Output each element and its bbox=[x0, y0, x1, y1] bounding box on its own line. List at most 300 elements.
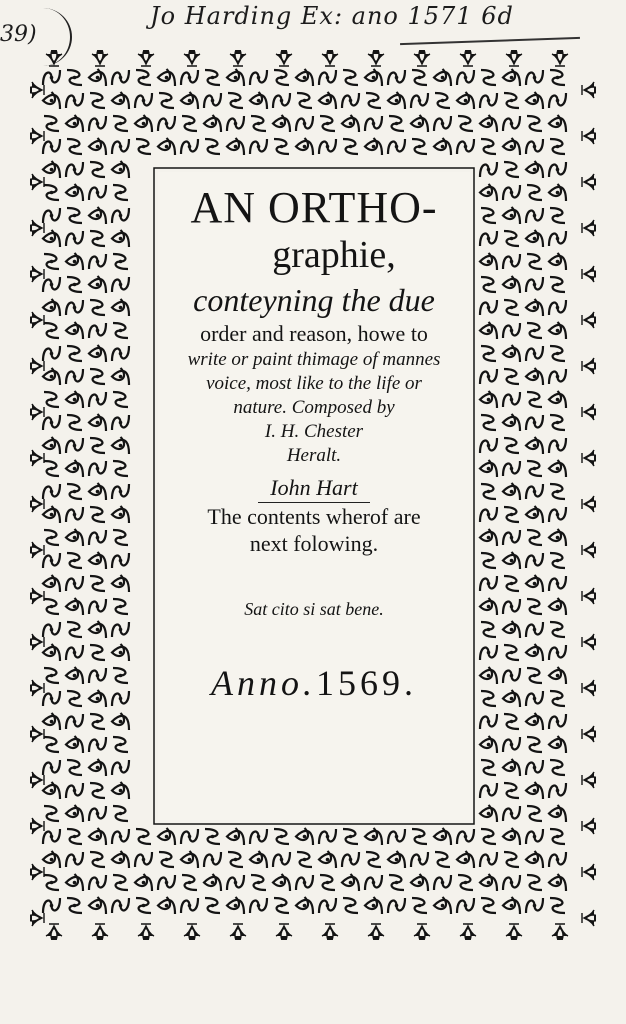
fleur-ornament bbox=[582, 82, 596, 98]
border-ornament bbox=[44, 806, 59, 821]
border-ornament bbox=[274, 70, 289, 85]
border-ornament bbox=[526, 782, 543, 799]
border-ornament bbox=[159, 93, 174, 108]
border-ornament bbox=[112, 161, 129, 178]
border-ornament bbox=[481, 553, 496, 568]
border-ornament bbox=[480, 300, 497, 315]
border-ornament bbox=[89, 828, 106, 845]
border-ornament bbox=[503, 875, 520, 890]
border-ornament bbox=[296, 138, 313, 155]
fleur-ornament bbox=[30, 266, 44, 282]
border-ornament bbox=[250, 851, 267, 868]
border-ornament bbox=[43, 782, 60, 799]
border-ornament bbox=[90, 93, 105, 108]
fleur-ornament bbox=[582, 772, 596, 788]
border-ornament bbox=[113, 875, 128, 890]
border-ornament bbox=[43, 208, 60, 223]
border-ornament bbox=[89, 392, 106, 407]
border-ornament bbox=[526, 575, 543, 592]
border-ornament bbox=[504, 231, 519, 246]
border-ornament bbox=[480, 529, 497, 546]
border-ornament bbox=[503, 207, 520, 224]
border-ornament bbox=[526, 484, 543, 499]
fleur-ornament bbox=[30, 542, 44, 558]
border-ornament bbox=[250, 829, 267, 844]
border-ornament bbox=[113, 254, 128, 269]
border-ornament bbox=[227, 69, 244, 86]
border-ornament bbox=[549, 438, 566, 453]
border-ornament bbox=[112, 782, 129, 799]
border-ornament bbox=[503, 621, 520, 638]
border-ornament bbox=[366, 852, 381, 867]
border-ornament bbox=[66, 93, 83, 108]
fleur-ornament bbox=[460, 924, 476, 940]
fleur-ornament bbox=[184, 924, 200, 940]
border-ornament bbox=[526, 415, 543, 430]
border-ornament bbox=[66, 507, 83, 522]
handwritten-page-number: 39) bbox=[0, 22, 37, 47]
border-ornament bbox=[526, 346, 543, 361]
title-line-1: AN ORTHO- bbox=[190, 183, 438, 232]
border-ornament bbox=[297, 93, 312, 108]
border-ornament bbox=[89, 530, 106, 545]
fleur-ornament bbox=[30, 312, 44, 328]
border-ornament bbox=[44, 875, 59, 890]
border-ornament bbox=[480, 736, 497, 753]
border-ornament bbox=[549, 667, 566, 684]
fleur-ornament bbox=[582, 450, 596, 466]
subtitle-line-1: conteyning the due bbox=[193, 282, 435, 318]
border-ornament bbox=[434, 116, 451, 131]
fleur-ornament bbox=[582, 910, 596, 926]
border-ornament bbox=[66, 667, 83, 684]
border-ornament bbox=[205, 139, 220, 154]
border-ornament bbox=[43, 851, 60, 868]
border-ornament bbox=[480, 322, 497, 339]
border-ornament bbox=[365, 69, 382, 86]
border-ornament bbox=[112, 277, 129, 292]
border-ornament bbox=[136, 139, 151, 154]
border-ornament bbox=[503, 414, 520, 431]
border-ornament bbox=[527, 323, 542, 338]
border-ornament bbox=[66, 162, 83, 177]
border-ornament bbox=[342, 852, 359, 867]
border-ornament bbox=[273, 852, 290, 867]
border-ornament bbox=[481, 139, 496, 154]
border-ornament bbox=[504, 162, 519, 177]
fleur-ornament bbox=[582, 266, 596, 282]
border-ornament bbox=[135, 115, 152, 132]
border-ornament bbox=[250, 139, 267, 154]
border-ornament bbox=[504, 714, 519, 729]
border-ornament bbox=[503, 668, 520, 683]
border-ornament bbox=[526, 70, 543, 85]
border-ornament bbox=[412, 829, 427, 844]
border-ornament bbox=[89, 254, 106, 269]
border-ornament bbox=[527, 530, 542, 545]
border-ornament bbox=[90, 369, 105, 384]
border-ornament bbox=[181, 851, 198, 868]
border-ornament bbox=[549, 115, 566, 132]
fleur-ornament bbox=[276, 924, 292, 940]
border-ornament bbox=[527, 599, 542, 614]
fleur-ornament bbox=[582, 818, 596, 834]
border-ornament bbox=[112, 851, 129, 868]
border-ornament bbox=[457, 829, 474, 844]
border-ornament bbox=[158, 897, 175, 914]
border-ornament bbox=[205, 898, 220, 913]
border-ornament bbox=[480, 576, 497, 591]
border-ornament bbox=[503, 392, 520, 407]
border-ornament bbox=[43, 506, 60, 523]
border-ornament bbox=[296, 875, 313, 890]
border-ornament bbox=[89, 483, 106, 500]
border-ornament bbox=[89, 138, 106, 155]
border-ornament bbox=[480, 184, 497, 201]
border-ornament bbox=[503, 116, 520, 131]
fleur-ornament bbox=[30, 680, 44, 696]
border-ornament bbox=[549, 783, 566, 798]
border-ornament bbox=[112, 713, 129, 730]
border-ornament bbox=[112, 691, 129, 706]
border-ornament bbox=[204, 93, 221, 108]
border-ornament bbox=[480, 805, 497, 822]
border-ornament bbox=[504, 645, 519, 660]
border-ornament bbox=[273, 93, 290, 108]
fleur-ornament bbox=[582, 864, 596, 880]
border-ornament bbox=[112, 208, 129, 223]
border-ornament bbox=[67, 553, 82, 568]
border-ornament bbox=[481, 277, 496, 292]
border-ornament bbox=[112, 368, 129, 385]
border-ornament bbox=[227, 875, 244, 890]
fleur-ornament bbox=[30, 864, 44, 880]
border-ornament bbox=[343, 829, 358, 844]
border-ornament bbox=[503, 69, 520, 86]
border-ornament bbox=[549, 391, 566, 408]
fleur-ornament bbox=[276, 50, 292, 66]
border-ornament bbox=[135, 874, 152, 891]
border-ornament bbox=[90, 714, 105, 729]
border-ornament bbox=[89, 621, 106, 638]
border-ornament bbox=[549, 369, 566, 384]
border-ornament bbox=[503, 138, 520, 155]
border-ornament bbox=[526, 553, 543, 568]
border-ornament bbox=[66, 736, 83, 753]
border-ornament bbox=[89, 875, 106, 890]
fleur-ornament bbox=[30, 634, 44, 650]
border-ornament bbox=[182, 116, 197, 131]
border-ornament bbox=[503, 345, 520, 362]
fleur-ornament bbox=[582, 220, 596, 236]
fleur-ornament bbox=[368, 50, 384, 66]
border-ornament bbox=[43, 277, 60, 292]
border-ornament bbox=[389, 116, 404, 131]
fleur-ornament bbox=[30, 404, 44, 420]
border-ornament bbox=[434, 897, 451, 914]
border-ornament bbox=[550, 898, 565, 913]
border-ornament bbox=[549, 322, 566, 339]
border-ornament bbox=[550, 829, 565, 844]
border-ornament bbox=[504, 576, 519, 591]
border-ornament bbox=[320, 116, 335, 131]
border-ornament bbox=[43, 139, 60, 154]
fleur-ornament bbox=[582, 358, 596, 374]
border-ornament bbox=[503, 806, 520, 821]
border-ornament bbox=[319, 139, 336, 154]
border-ornament bbox=[66, 115, 83, 132]
border-ornament bbox=[181, 70, 198, 85]
fleur-ornament bbox=[30, 772, 44, 788]
border-ornament bbox=[480, 645, 497, 660]
border-ornament bbox=[503, 737, 520, 752]
border-ornament bbox=[412, 139, 427, 154]
border-ornament bbox=[481, 484, 496, 499]
border-ornament bbox=[43, 691, 60, 706]
border-ornament bbox=[89, 345, 106, 362]
border-ornament bbox=[296, 897, 313, 914]
border-ornament bbox=[526, 92, 543, 109]
fleur-ornament bbox=[582, 174, 596, 190]
fleur-ornament bbox=[30, 726, 44, 742]
border-ornament bbox=[549, 852, 566, 867]
border-ornament bbox=[388, 851, 405, 868]
border-ornament bbox=[66, 184, 83, 201]
border-ornament bbox=[549, 529, 566, 546]
border-ornament bbox=[90, 645, 105, 660]
border-ornament bbox=[480, 93, 497, 108]
border-ornament bbox=[388, 70, 405, 85]
border-ornament bbox=[112, 70, 129, 85]
border-ornament bbox=[480, 667, 497, 684]
border-ornament bbox=[113, 461, 128, 476]
border-ornament bbox=[527, 875, 542, 890]
border-ornament bbox=[43, 898, 60, 913]
border-ornament bbox=[43, 437, 60, 454]
border-ornament bbox=[480, 369, 497, 384]
border-ornament bbox=[319, 92, 336, 109]
border-ornament bbox=[503, 828, 520, 845]
title-line-2: graphie, bbox=[272, 234, 396, 276]
border-ornament bbox=[90, 231, 105, 246]
border-ornament bbox=[113, 806, 128, 821]
border-ornament bbox=[550, 622, 565, 637]
fleur-ornament bbox=[582, 726, 596, 742]
border-ornament bbox=[503, 690, 520, 707]
border-ornament bbox=[112, 484, 129, 499]
border-ornament bbox=[159, 852, 174, 867]
border-ornament bbox=[43, 161, 60, 178]
border-ornament bbox=[158, 138, 175, 155]
fleur-ornament bbox=[552, 50, 568, 66]
border-ornament bbox=[67, 691, 82, 706]
border-ornament bbox=[66, 874, 83, 891]
border-ornament bbox=[480, 598, 497, 615]
border-ornament bbox=[526, 898, 543, 913]
border-ornament bbox=[67, 484, 82, 499]
border-ornament bbox=[112, 622, 129, 637]
border-ornament bbox=[204, 115, 221, 132]
border-ornament bbox=[480, 852, 497, 867]
handwritten-underline bbox=[400, 37, 580, 45]
border-ornament bbox=[481, 208, 496, 223]
fleur-ornament bbox=[506, 50, 522, 66]
border-ornament bbox=[250, 92, 267, 109]
border-ornament bbox=[228, 852, 243, 867]
fleur-ornament bbox=[138, 50, 154, 66]
border-ornament bbox=[526, 230, 543, 247]
border-ornament bbox=[66, 369, 83, 384]
border-ornament bbox=[549, 231, 566, 246]
border-ornament bbox=[435, 93, 450, 108]
fleur-ornament bbox=[582, 634, 596, 650]
border-ornament bbox=[44, 599, 59, 614]
contents-line-2: next folowing. bbox=[249, 531, 379, 556]
border-ornament bbox=[296, 828, 313, 845]
border-ornament bbox=[434, 875, 451, 890]
border-ornament bbox=[480, 714, 497, 729]
fleur-ornament bbox=[30, 128, 44, 144]
border-ornament bbox=[526, 437, 543, 454]
border-ornament bbox=[319, 70, 336, 85]
border-ornament bbox=[480, 231, 497, 246]
border-ornament bbox=[43, 484, 60, 499]
border-ornament bbox=[481, 760, 496, 775]
border-ornament bbox=[136, 829, 151, 844]
border-ornament bbox=[503, 276, 520, 293]
border-ornament bbox=[503, 897, 520, 914]
border-ornament bbox=[90, 162, 105, 177]
border-ornament bbox=[67, 346, 82, 361]
border-ornament bbox=[44, 737, 59, 752]
border-ornament bbox=[227, 897, 244, 914]
fleur-ornament bbox=[30, 588, 44, 604]
border-ornament bbox=[457, 851, 474, 868]
fleur-ornament bbox=[506, 924, 522, 940]
border-ornament bbox=[66, 322, 83, 339]
border-ornament bbox=[113, 185, 128, 200]
fleur-ornament bbox=[368, 924, 384, 940]
border-ornament bbox=[43, 346, 60, 361]
border-ornament bbox=[388, 829, 405, 844]
border-ornament bbox=[526, 506, 543, 523]
handwritten-signature: Iohn Hart bbox=[258, 474, 369, 503]
border-ornament bbox=[66, 714, 83, 729]
border-ornament bbox=[113, 116, 128, 131]
border-ornament bbox=[504, 438, 519, 453]
border-ornament bbox=[527, 806, 542, 821]
border-ornament bbox=[481, 898, 496, 913]
border-ornament bbox=[503, 599, 520, 614]
border-ornament bbox=[457, 139, 474, 154]
border-ornament bbox=[112, 437, 129, 454]
border-ornament bbox=[503, 254, 520, 269]
border-ornament bbox=[343, 898, 358, 913]
border-ornament bbox=[526, 760, 543, 775]
border-ornament bbox=[504, 369, 519, 384]
border-ornament bbox=[44, 185, 59, 200]
border-ornament bbox=[181, 92, 198, 109]
border-ornament bbox=[481, 70, 496, 85]
border-ornament bbox=[67, 70, 82, 85]
border-ornament bbox=[503, 552, 520, 569]
border-ornament bbox=[89, 599, 106, 614]
border-ornament bbox=[158, 875, 175, 890]
border-ornament bbox=[274, 898, 289, 913]
fleur-ornament bbox=[460, 50, 476, 66]
border-ornament bbox=[457, 898, 474, 913]
border-ornament bbox=[66, 805, 83, 822]
border-ornament bbox=[480, 874, 497, 891]
border-ornament bbox=[480, 438, 497, 453]
border-ornament bbox=[113, 668, 128, 683]
border-ornament bbox=[480, 253, 497, 270]
border-ornament bbox=[526, 644, 543, 661]
border-ornament bbox=[458, 116, 473, 131]
fleur-ornament bbox=[46, 924, 62, 940]
fleur-ornament bbox=[92, 924, 108, 940]
border-ornament bbox=[89, 806, 106, 821]
border-ornament bbox=[342, 115, 359, 132]
border-ornament bbox=[89, 414, 106, 431]
border-ornament bbox=[526, 368, 543, 385]
border-ornament bbox=[43, 70, 60, 85]
border-ornament bbox=[274, 829, 289, 844]
border-ornament bbox=[89, 185, 106, 200]
border-ornament bbox=[89, 737, 106, 752]
border-ornament bbox=[480, 162, 497, 177]
border-ornament bbox=[342, 93, 359, 108]
border-ornament bbox=[43, 415, 60, 430]
border-ornament bbox=[549, 253, 566, 270]
border-ornament bbox=[135, 93, 152, 108]
border-ornament bbox=[549, 576, 566, 591]
border-ornament bbox=[412, 898, 427, 913]
border-ornament bbox=[250, 70, 267, 85]
border-ornament bbox=[113, 530, 128, 545]
border-ornament bbox=[481, 829, 496, 844]
border-ornament bbox=[550, 70, 565, 85]
border-ornament bbox=[434, 828, 451, 845]
border-ornament bbox=[480, 783, 497, 798]
anno-year: 1569. bbox=[316, 663, 417, 703]
border-ornament bbox=[434, 69, 451, 86]
border-ornament bbox=[389, 875, 404, 890]
border-ornament bbox=[181, 829, 198, 844]
border-ornament bbox=[388, 139, 405, 154]
border-ornament bbox=[43, 829, 60, 844]
border-ornament bbox=[44, 530, 59, 545]
border-ornament bbox=[66, 529, 83, 546]
border-ornament bbox=[411, 874, 428, 891]
border-ornament bbox=[549, 162, 566, 177]
border-ornament bbox=[89, 759, 106, 776]
border-ornament bbox=[526, 829, 543, 844]
border-ornament bbox=[112, 575, 129, 592]
border-ornament bbox=[113, 599, 128, 614]
fleur-ornament bbox=[322, 50, 338, 66]
border-ornament bbox=[481, 691, 496, 706]
border-ornament bbox=[549, 598, 566, 615]
border-ornament bbox=[527, 116, 542, 131]
fleur-ornament bbox=[582, 312, 596, 328]
border-ornament bbox=[504, 783, 519, 798]
border-ornament bbox=[297, 852, 312, 867]
border-ornament bbox=[481, 622, 496, 637]
border-ornament bbox=[343, 70, 358, 85]
border-ornament bbox=[89, 69, 106, 86]
fleur-ornament bbox=[582, 680, 596, 696]
